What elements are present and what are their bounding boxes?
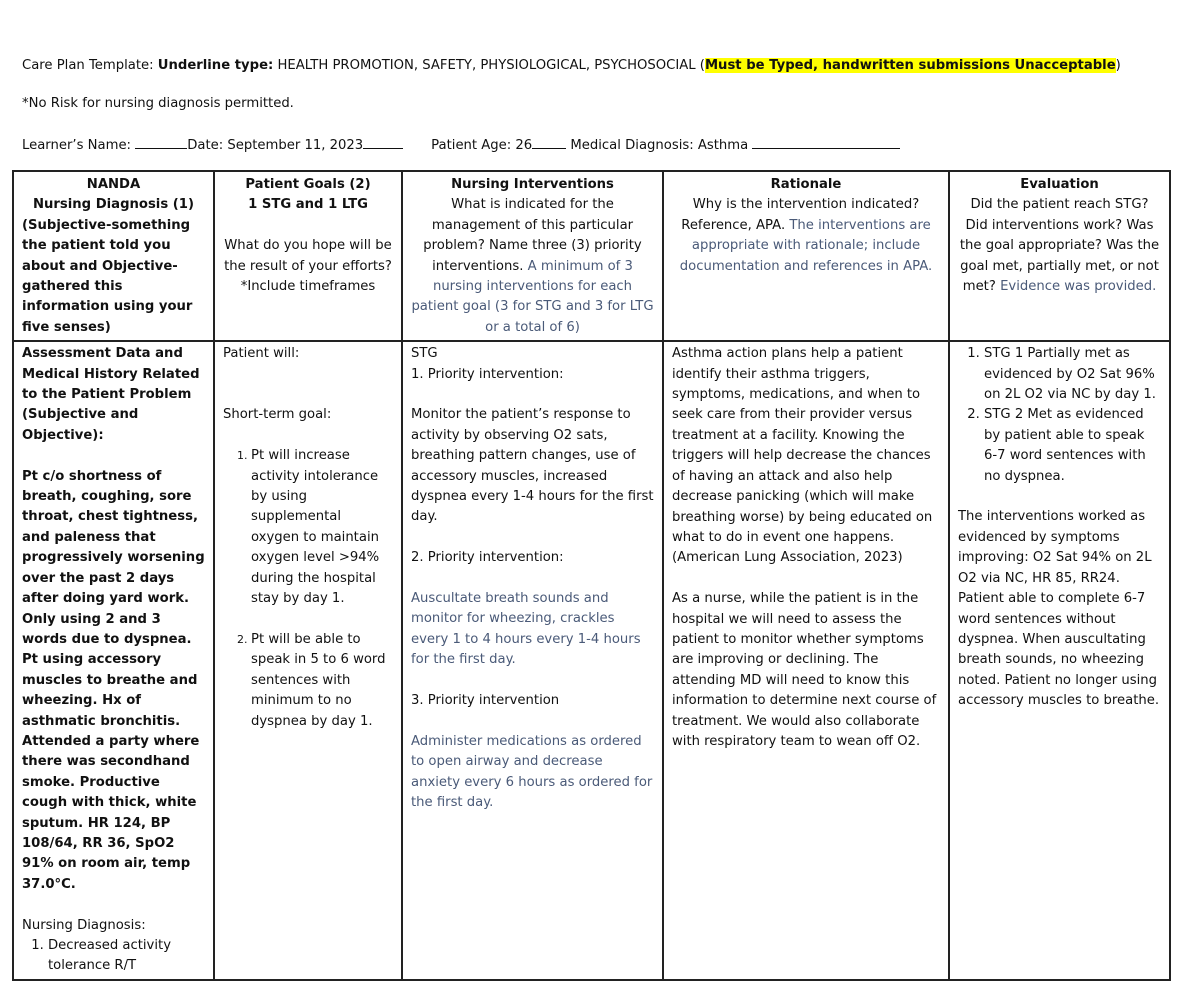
care-types: HEALTH PROMOTION, SAFETY, PHYSIOLOGICAL, PSYCHOSOCIAL ( bbox=[273, 58, 705, 73]
priority-3-label: 3. Priority intervention bbox=[411, 693, 560, 709]
care-plan-table bbox=[12, 170, 1171, 981]
evaluation-list bbox=[958, 344, 1161, 487]
patient-info-line bbox=[22, 136, 900, 154]
interventions-question: What is indicated for the management of this particular problem? Name three (3) priority interventions. bbox=[423, 197, 642, 274]
priority-2-label: 2. Priority intervention: bbox=[411, 550, 564, 566]
priority-2-text: Auscultate breath sounds and monitor for wheezing, crackles every 1 to 4 hours every 1-4 hours for the first day. bbox=[411, 591, 641, 668]
no-risk-note: *No Risk for nursing diagnosis permitted. bbox=[22, 96, 294, 111]
learner-name-blank[interactable] bbox=[135, 136, 187, 149]
rationale-question: Why is the intervention indicated? Reference, APA. bbox=[681, 197, 920, 233]
table-header-row bbox=[13, 171, 1170, 341]
nanda-description: (Subjective-something the patient told you about and Objective-gathered this information using your five senses) bbox=[22, 217, 193, 335]
goals-question: What do you hope will be the result of your efforts? bbox=[224, 238, 392, 274]
nanda-cell bbox=[13, 341, 214, 980]
evaluation-item-2: 2. STG 2 Met as evidenced by patient able to speak 6-7 word sentences with no dyspnea. bbox=[984, 405, 1161, 487]
evaluation-cell bbox=[949, 341, 1170, 980]
rationale-note: The interventions are appropriate with rationale; include documentation and references in APA. bbox=[679, 217, 933, 274]
rationale-paragraph-1: Asthma action plans help a patient identify their asthma triggers, symptoms, medications, and when to seek care from their provider versus treatment at a facility. Knowing the triggers will help decrease the chances of having an attack and also help decrease panicking (which will make breathing worse) by being educated on what to do in event one happens. (American Lung Association, 2023) bbox=[672, 346, 933, 566]
assessment-findings: Only using 2 and 3 words due to dyspnea. Pt using accessory muscles to breathe and wheezing. Hx of asthmatic bronchitis. Attended a party where there was secondhand smoke. Productive cough with thick, white sputum. HR 124, BP 108/64, RR 36, SpO2 91% on room air, temp 37.0°C. bbox=[22, 611, 200, 892]
medical-diagnosis-label: Medical Diagnosis: Asthma bbox=[570, 138, 749, 153]
evaluation-summary: The interventions worked as evidenced by symptoms improving: O2 Sat 94% on 2L O2 via NC, HR 85, RR24. Patient able to complete 6-7 word sentences without dyspnea. When auscultating breath sounds, no wheezing noted. Patient no longer using accessory muscles to breathe. bbox=[958, 509, 1160, 709]
diagnosis-blank bbox=[752, 136, 900, 149]
age-blank bbox=[532, 136, 566, 149]
typed-requirement-highlight: Must be Typed, handwritten submissions Unacceptable bbox=[704, 58, 1116, 73]
header-rationale bbox=[663, 171, 949, 341]
interventions-cell bbox=[402, 341, 663, 980]
nursing-diagnosis-item: 1. Decreased activity tolerance R/T bbox=[48, 936, 205, 977]
underline-type-label: Underline type: bbox=[157, 58, 274, 73]
stg-label: STG bbox=[411, 346, 438, 362]
goals-title: Patient Goals (2) bbox=[245, 177, 371, 192]
priority-3-text: Administer medications as ordered to open airway and decrease anxiety every 6 hours as ordered for the first day. bbox=[411, 733, 653, 811]
evaluation-note: Evidence was provided. bbox=[1000, 279, 1157, 295]
goals-list bbox=[223, 446, 393, 732]
priority-1-label: 1. Priority intervention: bbox=[411, 366, 564, 382]
nursing-diagnosis-list bbox=[22, 936, 205, 977]
close-paren: ) bbox=[1115, 58, 1121, 73]
goals-cell bbox=[214, 341, 402, 980]
evaluation-item-1: 1. STG 1 Partially met as evidenced by O2 Sat 96% on 2L O2 via NC by day 1. bbox=[984, 344, 1161, 405]
goals-subtitle: 1 STG and 1 LTG bbox=[248, 197, 368, 213]
nursing-diagnosis-heading: Nursing Diagnosis: bbox=[22, 917, 146, 933]
assessment-symptoms: Pt c/o shortness of breath, coughing, sore throat, chest tightness, and paleness that progressively worsening over the past 2 days after doing yard work. bbox=[22, 468, 205, 607]
interventions-note: A minimum of 3 nursing interventions for each patient goal (3 for STG and 3 for LTG or a total of 6) bbox=[411, 258, 654, 335]
goal-item-2: 2. Pt will be able to speak in 5 to 6 word sentences with minimum to no dyspnea by day 1. bbox=[251, 630, 393, 732]
goal-item-1: 1. Pt will increase activity intolerance by using supplemental oxygen to maintain oxygen level >94% during the hospital stay by day 1. bbox=[251, 446, 393, 609]
date-blank bbox=[363, 136, 403, 149]
table-body-row bbox=[13, 341, 1170, 980]
patient-age-label: Patient Age: 26 bbox=[431, 138, 533, 153]
nanda-title: NANDA bbox=[86, 177, 141, 192]
goals-timeframe-note: *Include timeframes bbox=[240, 279, 376, 295]
template-label: Care Plan Template: bbox=[22, 58, 158, 73]
template-title-line bbox=[22, 58, 1121, 74]
header-interventions bbox=[402, 171, 663, 341]
nanda-subtitle: Nursing Diagnosis (1) bbox=[32, 197, 194, 213]
rationale-cell bbox=[663, 341, 949, 980]
rationale-title: Rationale bbox=[770, 177, 842, 192]
priority-1-text: Monitor the patient’s response to activity by observing O2 sats, breathing pattern changes, use of accessory muscles, increased dyspnea every 1-4 hours for the first day. bbox=[411, 407, 654, 525]
header-evaluation bbox=[949, 171, 1170, 341]
rationale-paragraph-2: As a nurse, while the patient is in the hospital we will need to assess the patient to monitor whether symptoms are improving or declining. The attending MD will need to know this information to determine next course of treatment. We would also collaborate with respiratory team to wean off O2. bbox=[672, 591, 937, 749]
patient-will-lead: Patient will: bbox=[223, 346, 300, 362]
date-label: Date: September 11, 2023 bbox=[187, 138, 364, 153]
header-goals bbox=[214, 171, 402, 341]
evaluation-title: Evaluation bbox=[1020, 177, 1099, 192]
short-term-goal-heading: Short-term goal: bbox=[223, 407, 332, 423]
interventions-title: Nursing Interventions bbox=[451, 177, 614, 192]
assessment-heading: Assessment Data and Medical History Related to the Patient Problem (Subjective and Objective): bbox=[22, 346, 200, 443]
evaluation-question: Did the patient reach STG? Did interventions work? Was the goal appropriate? Was the goal met, partially met, or not met? bbox=[959, 197, 1160, 295]
learner-name-label: Learner’s Name: bbox=[22, 138, 131, 153]
header-nanda bbox=[13, 171, 214, 341]
